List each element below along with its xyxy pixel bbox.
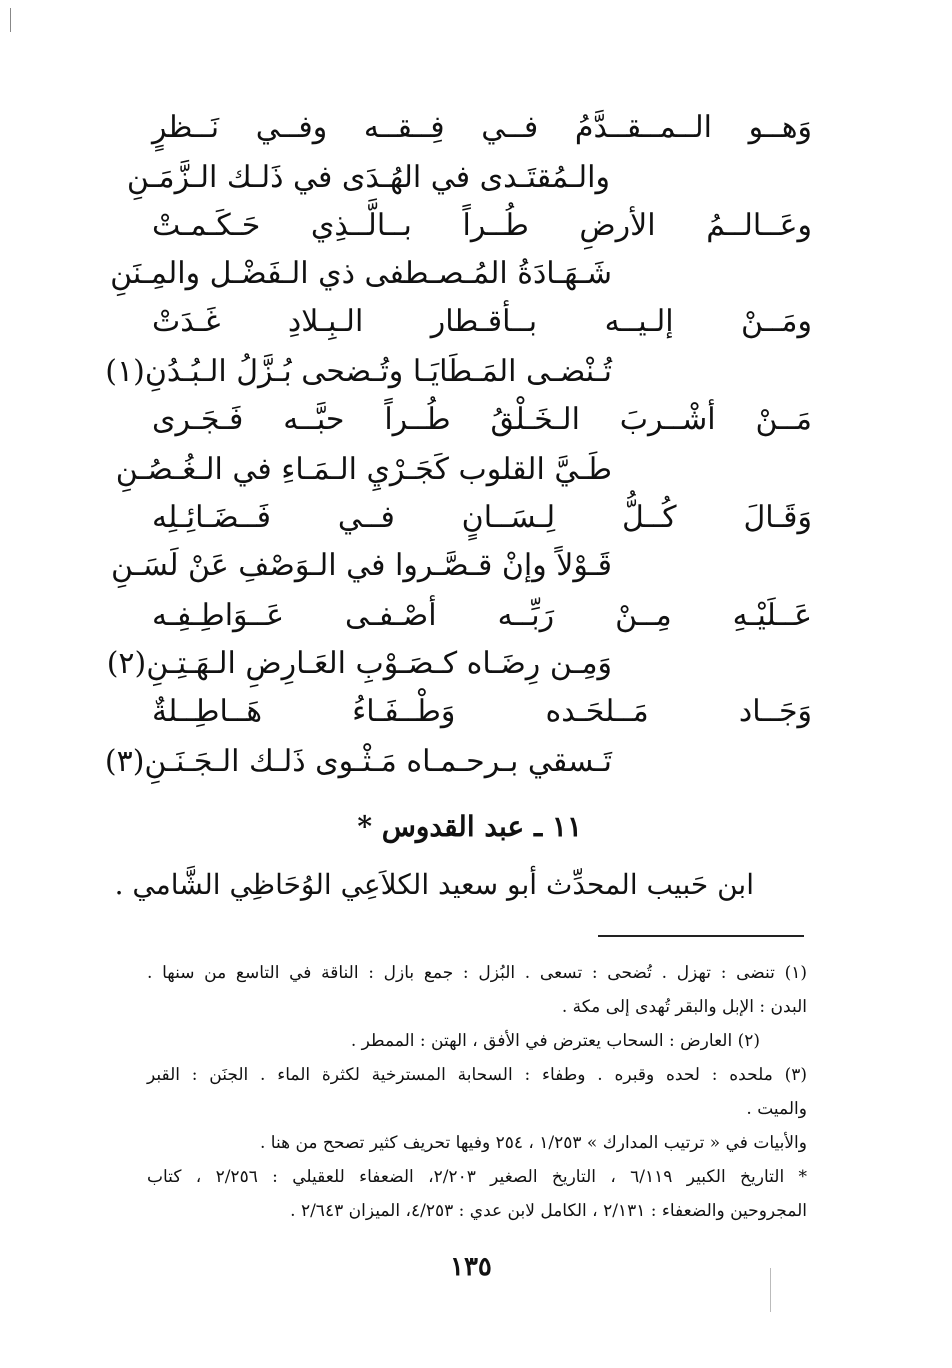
section-heading: ١١ ـ عبد القدوس * [357,810,582,843]
footnote-line: والميت . [746,1099,807,1119]
verse-line: وَقَـالَ كُــلُّ لِـسَــانٍ فــي فَــضَـائِـلِه [152,500,812,535]
scan-edge-mark [770,1268,771,1312]
footnote-line: * التاريخ الكبير ٦/١١٩ ، التاريخ الصغير ٢/٢٠٣، الضعفاء للعقيلي : ٢/٢٥٦ ، كتاب [147,1167,808,1187]
footnote-line: البدن : الإبل والبقر تُهدى إلى مكة . [561,997,807,1017]
verse-line: وَهــو الــمــقــدَّمُ فــي فِــقــه وفــي نَــظرٍ [152,110,812,145]
footnote-line: (١) تنضى : تهزل . تُضحى : تسعى . البُزل : جمع بازل : الناقة في التاسع من سنها . [147,963,807,983]
verse-line: ومَــنْ إلـيــه بــأقـطار الـبِـلادِ غَـدَتْ [152,304,812,339]
verse-line: تُـنْضـى المَـطَايَـا وتُـضحى بُـزَّلُ الـبُـدُنِ(١) [105,354,612,389]
verse-line: وعَــالــمُ الأرضِ طُــراً بــالَّــذِي حَـكَـمـتْ [152,208,812,243]
verse-line: وَمِـن رِضَـاه كـصَـوْبِ العَـارِضِ الـهَـتِـنِ(٢) [106,646,612,681]
verse-line: شَـهَـادَةُ المُـصـطفى ذي الـفَضْـل والمِـنَنِ [110,256,612,291]
footnote-line: المجروحين والضعفاء : ٢/١٣١ ، الكامل لابن عدي : ٤/٢٥٣، الميزان ٢/٦٤٣ . [290,1201,807,1221]
section-intro: ابن حَبيب المحدِّث أبو سعيد الكلاَعِي الوُحَاظِي الشَّامي . [114,868,754,901]
verse-line: مَــنْ أشْــربَ الـخَـلْقُ طُــراً حبَّــه فَـجَـرى [152,402,812,437]
verse-line: طَـيَّ القلوب كَجَـرْيِ الـمَـاءِ في الـغُـصُـنِ [115,452,612,487]
verse-line: قَـوْلاً وإنْ قـصَّـروا في الـوَصْفِ عَنْ لَسَـنِ [110,548,612,583]
verse-line: تَـسقي بـرحـمـاه مَـثْـوى ذَلـك الـجَـنَـنِ(٣) [104,744,612,779]
page-number: ١٣٥ [450,1252,492,1282]
verse-line: والـمُقتَـدى في الهُـدَى في ذَلـك الـزَّمَـنِ [126,160,610,195]
scan-edge-mark [10,8,11,32]
footnote-line: والأبيات في « ترتيب المدارك » ١/٢٥٣ ، ٢٥٤ وفيها تحريف كثير تصحح من هنا . [259,1133,807,1153]
verse-line: وَجَــاد مَــلحَـده وَطْــفَـاءُ هَــاطِــلةٌ [152,694,812,729]
verse-line: عَــلَيْـهِ مِــنْ رَبِّــه أصْـفـى عَــوَاطِـفِـه [152,598,812,633]
footnote-line: (٣) ملحده : لحده وقبره . وطفاء : السحابة المسترخية لكثرة الماء . الجنَن : القبر [147,1065,807,1085]
footnote-line: (٢) العارض : السحاب يعترض في الأفق ، الهتن : الممطر . [350,1031,760,1051]
footnote-divider [598,935,804,937]
